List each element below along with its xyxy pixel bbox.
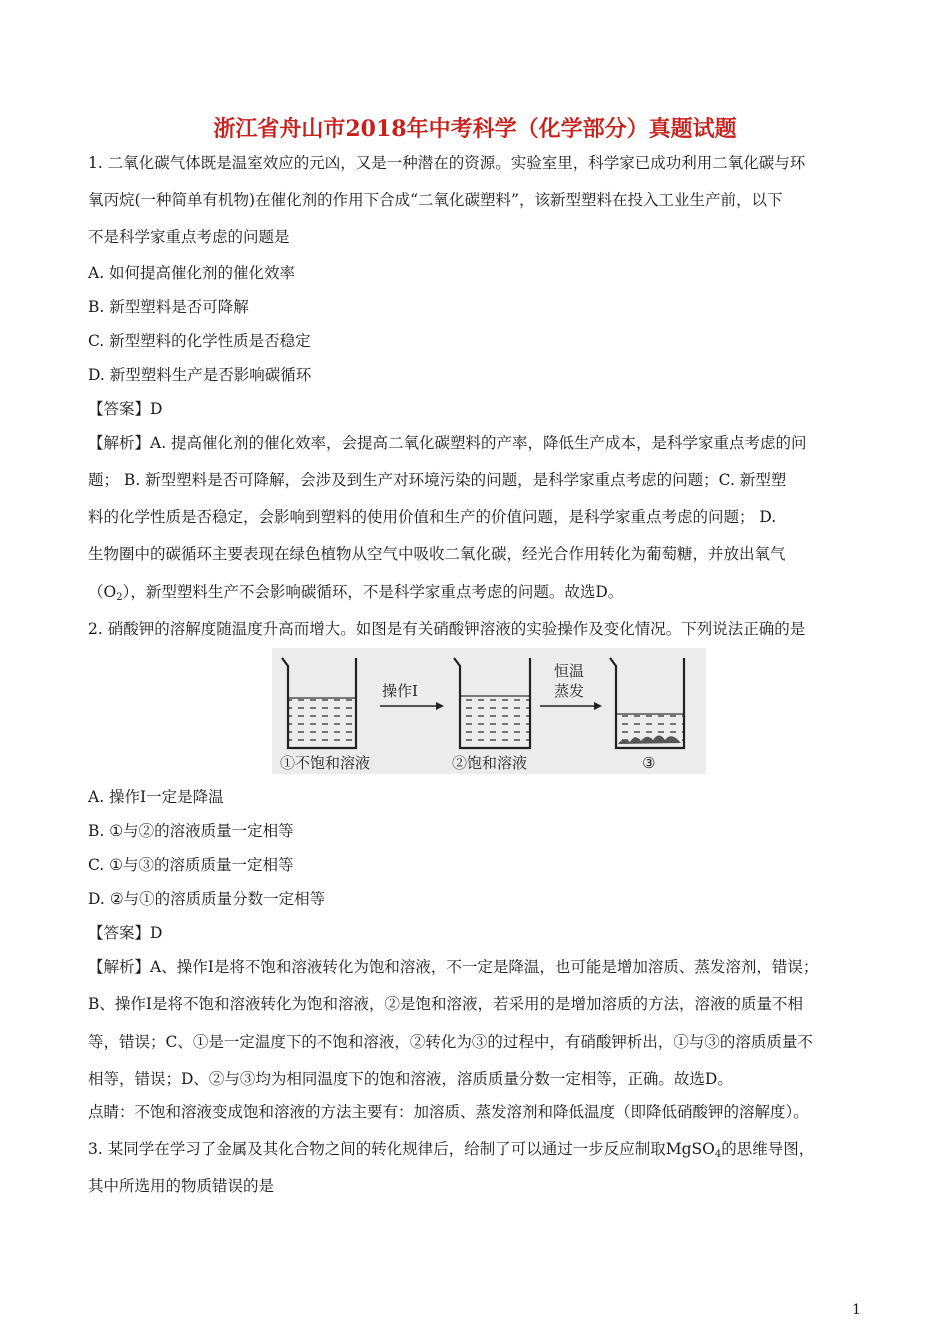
q2-answer: 【答案】D xyxy=(88,924,163,942)
q3-stem-line-2: 其中所选用的物质错误的是 xyxy=(88,1177,275,1195)
q2-analysis-line-3: 等，错误；C、①是一定温度下的不饱和溶液，②转化为③的过程中，有硝酸钾析出，①与③的溶质质量不 xyxy=(88,1033,813,1051)
q3-stem-line-1: 3. 某同学在学习了金属及其化合物之间的转化规律后，给制了可以通过一步反应制取MgSO$_4$的思维导图， xyxy=(88,1140,815,1160)
beaker-2-label: ②饱和溶液 xyxy=(452,754,528,772)
beaker-3 xyxy=(610,658,684,748)
q1-option-a: A. 如何提高催化剂的催化效率 xyxy=(88,264,296,282)
q2-analysis-line-4: 相等，错误；D、②与③均为相同温度下的饱和溶液，溶质质量分数一定相等，正确。故选D。 xyxy=(88,1070,733,1088)
beaker-1 xyxy=(282,658,356,748)
q1-stem-line-2: 氧丙烷(一种简单有机物)在催化剂的作用下合成“二氧化碳塑料”，该新型塑料在投入工业生产前，以下 xyxy=(88,191,783,209)
q2-option-c: C. ①与③的溶质质量一定相等 xyxy=(88,856,294,874)
subscript: 2 xyxy=(116,592,123,603)
q2-option-b: B. ①与②的溶液质量一定相等 xyxy=(88,822,294,840)
q1-analysis-line-1: 【解析】A. 提高催化剂的催化效率，会提高二氧化碳塑料的产率，降低生产成本，是科学家重点考虑的问 xyxy=(88,434,807,452)
q1-analysis-line-3: 料的化学性质是否稳定，会影响到塑料的使用价值和生产的价值问题，是科学家重点考虑的问题； D. xyxy=(88,508,777,526)
q1-answer: 【答案】D xyxy=(88,400,163,418)
q2-option-d: D. ②与①的溶质质量分数一定相等 xyxy=(88,890,326,908)
q1-option-d: D. 新型塑料生产是否影响碳循环 xyxy=(88,366,312,384)
q1-option-b: B. 新型塑料是否可降解 xyxy=(88,298,249,316)
q1-stem-line-3: 不是科学家重点考虑的问题是 xyxy=(88,228,290,246)
q1-analysis-line-2: 题； B. 新型塑料是否可降解，会涉及到生产对环境污染的问题，是科学家重点考虑的问题；C. 新型塑 xyxy=(88,471,787,489)
beaker-2 xyxy=(454,658,530,748)
beaker-1-label: ①不饱和溶液 xyxy=(280,754,371,772)
page-number: 1 xyxy=(852,1302,861,1318)
q2-option-a: A. 操作Ⅰ一定是降温 xyxy=(88,788,224,806)
beaker-3-label: ③ xyxy=(642,754,656,772)
q2-stem: 2. 硝酸钾的溶解度随温度升高而增大。如图是有关硝酸钾溶液的实验操作及变化情况。下列说法正确的是 xyxy=(88,620,806,638)
q1-option-c: C. 新型塑料的化学性质是否稳定 xyxy=(88,332,311,350)
q2-analysis-line-1: 【解析】A、操作Ⅰ是将不饱和溶液转化为饱和溶液，不一定是降温，也可能是增加溶质、蒸发溶剂，错误； xyxy=(88,958,819,976)
q2-note: 点睛：不饱和溶液变成饱和溶液的方法主要有：加溶质、蒸发溶剂和降低温度（即降低硝酸钾的溶解度）。 xyxy=(88,1103,809,1121)
operation-1-label: 操作Ⅰ xyxy=(382,682,418,700)
beaker-experiment-figure xyxy=(272,648,706,774)
q1-stem-line-1: 1. 二氧化碳气体既是温室效应的元凶，又是一种潜在的资源。实验室里，科学家已成功利用二氧化碳与环 xyxy=(88,154,806,172)
operation-2-label-line-2: 蒸发 xyxy=(554,682,585,700)
q1-analysis-line-4: 生物圈中的碳循环主要表现在绿色植物从空气中吸收二氧化碳，经光合作用转化为葡萄糖，并放出氧气 xyxy=(88,545,786,563)
page-title: 浙江省舟山市2018年中考科学（化学部分）真题试题 xyxy=(213,116,737,142)
q2-analysis-line-2: B、操作Ⅰ是将不饱和溶液转化为饱和溶液，②是饱和溶液，若采用的是增加溶质的方法，溶液的质量不相 xyxy=(88,995,804,1013)
operation-2-label-line-1: 恒温 xyxy=(554,662,585,680)
subscript: 4 xyxy=(714,1149,722,1160)
q1-analysis-line-5: $(O_2)$，新型塑料生产不会影响碳循环，不是科学家重点考虑的问题。故选D。 xyxy=(88,583,624,603)
